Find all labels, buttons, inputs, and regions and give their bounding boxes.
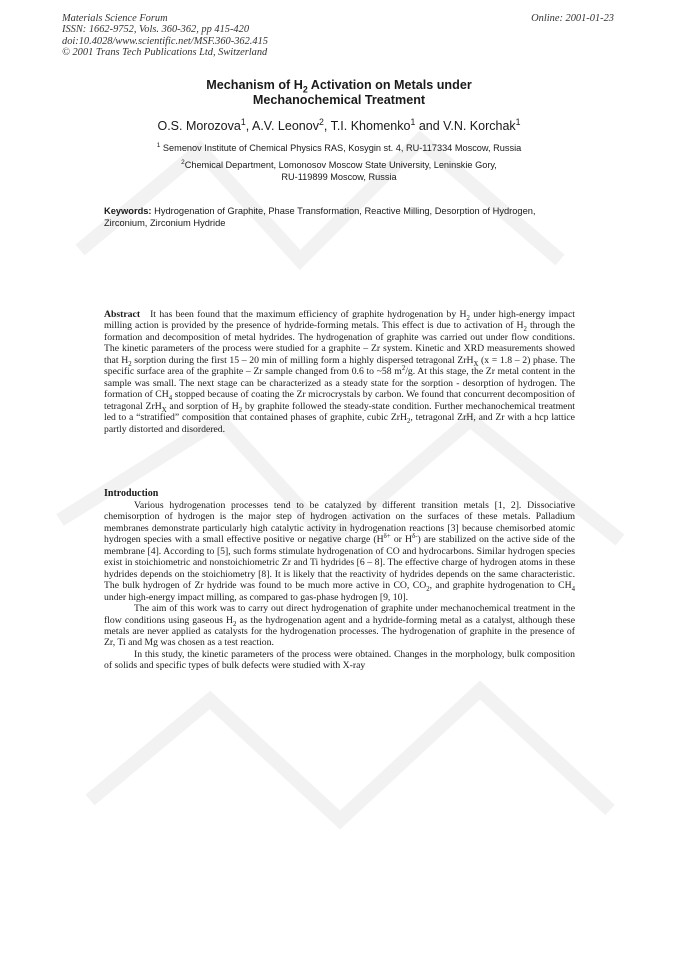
keywords bbox=[104, 206, 574, 229]
introduction-heading: Introduction bbox=[104, 488, 159, 499]
author-name: T.I. Khomenko bbox=[330, 119, 411, 133]
citation-header bbox=[62, 13, 620, 59]
author-affiliation-mark: 1 bbox=[515, 116, 521, 127]
author-affiliation-mark: 1 bbox=[410, 116, 416, 127]
paragraph: The aim of this work was to carry out direct hydrogenation of graphite under mechanochemical treatment in the flow conditions using gaseous $H_2$ as the hydrogenation agent and a hydride-forming metal as a catalyst, although these metals are never applied as catalysts for the hydrogenation processes. The hydrogenation of graphite in the presence of Zr, Ti and Mg was chosen as a test reaction. bbox=[104, 603, 575, 649]
author-list: O.S. Morozova$^1$, A.V. Leonov$^2$, T.I. Khomenko$^1$ and V.N. Korchak$^1$ bbox=[157, 116, 521, 133]
author-name: O.S. Morozova bbox=[157, 119, 241, 133]
keywords-label: Keywords: bbox=[104, 206, 152, 216]
affiliation-2: $^2$Chemical Department, Lomonosov Moscow State University, Leninskie Gory, RU-119899 Moscow, Russia bbox=[181, 158, 497, 182]
doi-line[interactable]: doi:10.4028/www.scientific.net/MSF.360-362.415 bbox=[62, 35, 268, 47]
abstract-label: Abstract bbox=[104, 309, 141, 320]
paragraph: In this study, the kinetic parameters of the process were obtained. Changes in the morphology, bulk composition of solids and specific types of bulk defects were studied with X-ray bbox=[104, 648, 575, 672]
author-affiliation-mark: 2 bbox=[318, 116, 324, 127]
issn-line: ISSN: 1662-9752, Vols. 360-362, pp 415-420 bbox=[62, 24, 250, 36]
author-name: A.V. Leonov bbox=[251, 119, 319, 133]
journal-name: Materials Science Forum bbox=[62, 13, 168, 24]
author-name: V.N. Korchak bbox=[443, 119, 516, 133]
keywords-text: Hydrogenation of Graphite, Phase Transformation, Reactive Milling, Desorption of Hydrogen, Zirconium, Zirconium Hydride bbox=[104, 206, 536, 228]
affiliation-1: $^1$ Semenov Institute of Chemical Physics RAS, Kosygin st. 4, RU-117334 Moscow, Russia bbox=[156, 141, 522, 153]
abstract-body: It has been found that the maximum efficiency of graphite hydrogenation by $H_2$ under high-energy impact milling action is provided by the presence of hydride-forming metals. This effect is due to activation of $H_2$ through the formation and decomposition of metal hydrides. The hydrogenation of graphite was carried out under flow conditions. The kinetic parameters of the process were studied for a graphite – Zr system. Kinetic and XRD measurements showed that $H_2$ sorption during the first 15 – 20 min of milling form a highly dispersed tetragonal ZrH$_X$ (x = 1.8 – 2) phase. The specific surface area of the graphite – Zr sample changed from 0.6 to ~58 $m^2/g$. At this stage, the Zr metal content in the sample was small. The next stage can be characterized as a steady state for the sorption - desorption of hydrogen. The formation of $CH_4$ stopped because of coating the Zr microcrystals by carbon. We found that concurrent decomposition of tetragonal ZrH$_X$ and sorption of $H_2$ by graphite followed the steady-state condition. Further mechanochemical treatment led to a “stratified” composition that contained phases of graphite, cubic ZrH$_2$, tetragonal ZrH, and Zr with a hcp lattice partly distorted and disordered. bbox=[104, 309, 575, 435]
paper-title: Mechanism of $H_2$ Activation on Metals under Mechanochemical Treatment bbox=[206, 78, 472, 107]
abstract bbox=[104, 309, 575, 435]
introduction-body bbox=[104, 500, 575, 672]
online-date: Online: 2001-01-23 bbox=[531, 13, 614, 24]
author-affiliation-mark: 1 bbox=[240, 116, 246, 127]
paragraph: Various hydrogenation processes tend to be catalyzed by different transition metals [1, 2]. Dissociative chemisorption of hydrogen is the major step of hydrogen activation on the surfaces of these metals. Palladium membranes demonstrate particularly high catalytic activity in hydrogenation reactions [3] because chemisorbed atomic hydrogen species with a small effective positive or negative charge ($H^{\delta+}$ or $H^{\delta-}$) are stabilized on the active side of the membrane [4]. According to [5], such forms stimulate hydrogenation of CO and hydrocarbons. Similar hydrogen species exist in stoichiometric and nonstoichiometric Zr and Ti hydrides [6 – 8]. The effective charge of hydrogen atoms in these hydrides depends on the stoichiometry [8]. It is likely that the reactivity of hydrides depends on the same characteristic. The bulk hydrogen of Zr hydride was found to be much more active in CO, $CO_2$, and graphite hydrogenation to $CH_4$ under high-energy impact milling, as compared to gas-phase hydrogen [9, 10]. bbox=[104, 500, 575, 603]
copyright-line: © 2001 Trans Tech Publications Ltd, Switzerland bbox=[62, 47, 268, 59]
